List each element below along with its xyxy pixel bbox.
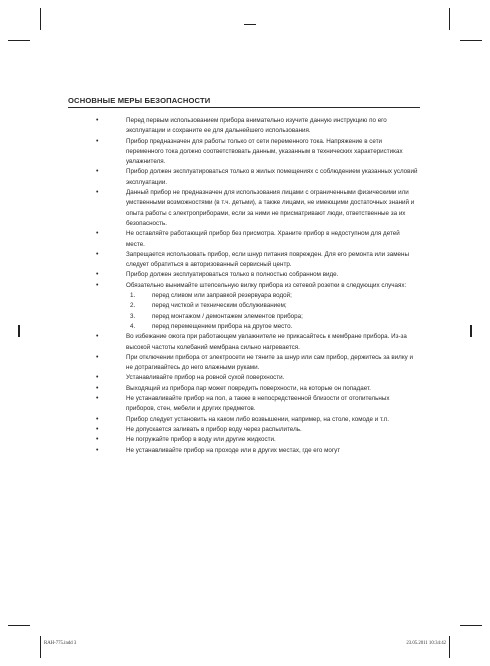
safety-list bbox=[68, 116, 420, 456]
print-slug-datetime: 23.05.2011 10:34:42 bbox=[406, 641, 446, 646]
registration-mark bbox=[244, 24, 256, 25]
print-slug-file: RAH-775.indd 3 bbox=[44, 641, 77, 646]
sub-item bbox=[130, 301, 420, 311]
sub-item-text: перед сливом или заправкой резервуара водой; bbox=[152, 292, 292, 300]
list-item: • Данный прибор не предназначен для использования лицами с ограниченными физическими или умственными возможностями (в т.ч. детьми), а также лицами, не имеющими достаточных знаний и опыта работы с электроприборами, если за ними не присматривают люди, ответственные за их безопасность. bbox=[126, 188, 420, 229]
crop-mark bbox=[449, 8, 450, 30]
list-item: • Запрещается использовать прибор, если шнур питания поврежден. Для его ремонта или замены следует обратиться в авторизованный сервисный центр. bbox=[126, 250, 420, 271]
crop-mark bbox=[8, 625, 30, 626]
crop-mark bbox=[460, 40, 482, 41]
list-item-with-sublist bbox=[126, 281, 420, 332]
sub-item-text: перед чисткой и техническим обслуживанием; bbox=[152, 302, 287, 310]
sub-item bbox=[130, 312, 420, 322]
sub-item-text: перед монтажом / демонтажем элементов прибора; bbox=[152, 312, 303, 320]
list-item: • Прибор должен эксплуатироваться только в жилых помещениях с соблюдением указанных условий эксплуатации. bbox=[126, 167, 420, 188]
registration-mark bbox=[470, 325, 472, 337]
safety-section bbox=[68, 96, 420, 456]
unplug-cases-list bbox=[126, 291, 420, 332]
sub-item-number: 1. bbox=[130, 292, 136, 300]
registration-mark bbox=[18, 325, 20, 337]
crop-mark bbox=[460, 625, 482, 626]
list-item-text: Обязательно вынимайте штепсельную вилку прибора из сетевой розетки в следующих случаях: bbox=[126, 281, 407, 289]
list-item: • При отключении прибора от электросети не тяните за шнур или сам прибор, держитесь за вилку и не дотрагивайтесь до него влажными руками. bbox=[126, 353, 420, 374]
list-item: • Не устанавливайте прибор на пол, а также в непосредственной близости от отопительных приборов, стен, мебели и других предметов. bbox=[126, 394, 420, 415]
crop-mark bbox=[40, 8, 41, 30]
list-item: • Не погружайте прибор в воду или другие жидкости. bbox=[126, 435, 420, 445]
list-item: • Не устанавливайте прибор на проходе или в других местах, где его могут bbox=[126, 446, 420, 456]
list-item: • Выходящий из прибора пар может повредить поверхности, на которые он попадает. bbox=[126, 384, 420, 394]
sub-item-text: перед перемещением прибора на другое место. bbox=[152, 322, 293, 330]
section-heading: ОСНОВНЫЕ МЕРЫ БЕЗОПАСНОСТИ bbox=[68, 96, 420, 108]
list-item: • Не допускается заливать в прибор воду через распылитель. bbox=[126, 425, 420, 435]
list-item: • Не оставляйте работающий прибор без присмотра. Храните прибор в недоступном для детей месте. bbox=[126, 229, 420, 250]
crop-mark bbox=[449, 636, 450, 658]
list-item: • Прибор предназначен для работы только от сети переменного тока. Напряжение в сети переменного тока должно соответствовать данным, указанным в технических характеристиках увлажнителя. bbox=[126, 137, 420, 168]
sub-item-number: 2. bbox=[130, 302, 136, 310]
list-item: • Устанавливайте прибор на ровной сухой поверхности. bbox=[126, 373, 420, 383]
list-item: • Во избежание ожога при работающем увлажнителе не прикасайтесь к мембране прибора. Из-за высокой частоты колебаний мембрана сильно нагревается. bbox=[126, 332, 420, 353]
crop-mark bbox=[8, 40, 30, 41]
sub-item bbox=[130, 322, 420, 332]
list-item: • Перед первым использованием прибора внимательно изучите данную инструкцию по его эксплуатации и сохраните ее для дальнейшего использования. bbox=[126, 116, 420, 137]
sub-item-number: 3. bbox=[130, 312, 136, 320]
crop-mark bbox=[40, 636, 41, 658]
list-item: • Прибор следует установить на каком либо возвышении, например, на столе, комоде и т.п. bbox=[126, 415, 420, 425]
sub-item-number: 4. bbox=[130, 322, 136, 330]
list-item: • Прибор должен эксплуатироваться только в полностью собранном виде. bbox=[126, 270, 420, 280]
sub-item bbox=[130, 291, 420, 301]
